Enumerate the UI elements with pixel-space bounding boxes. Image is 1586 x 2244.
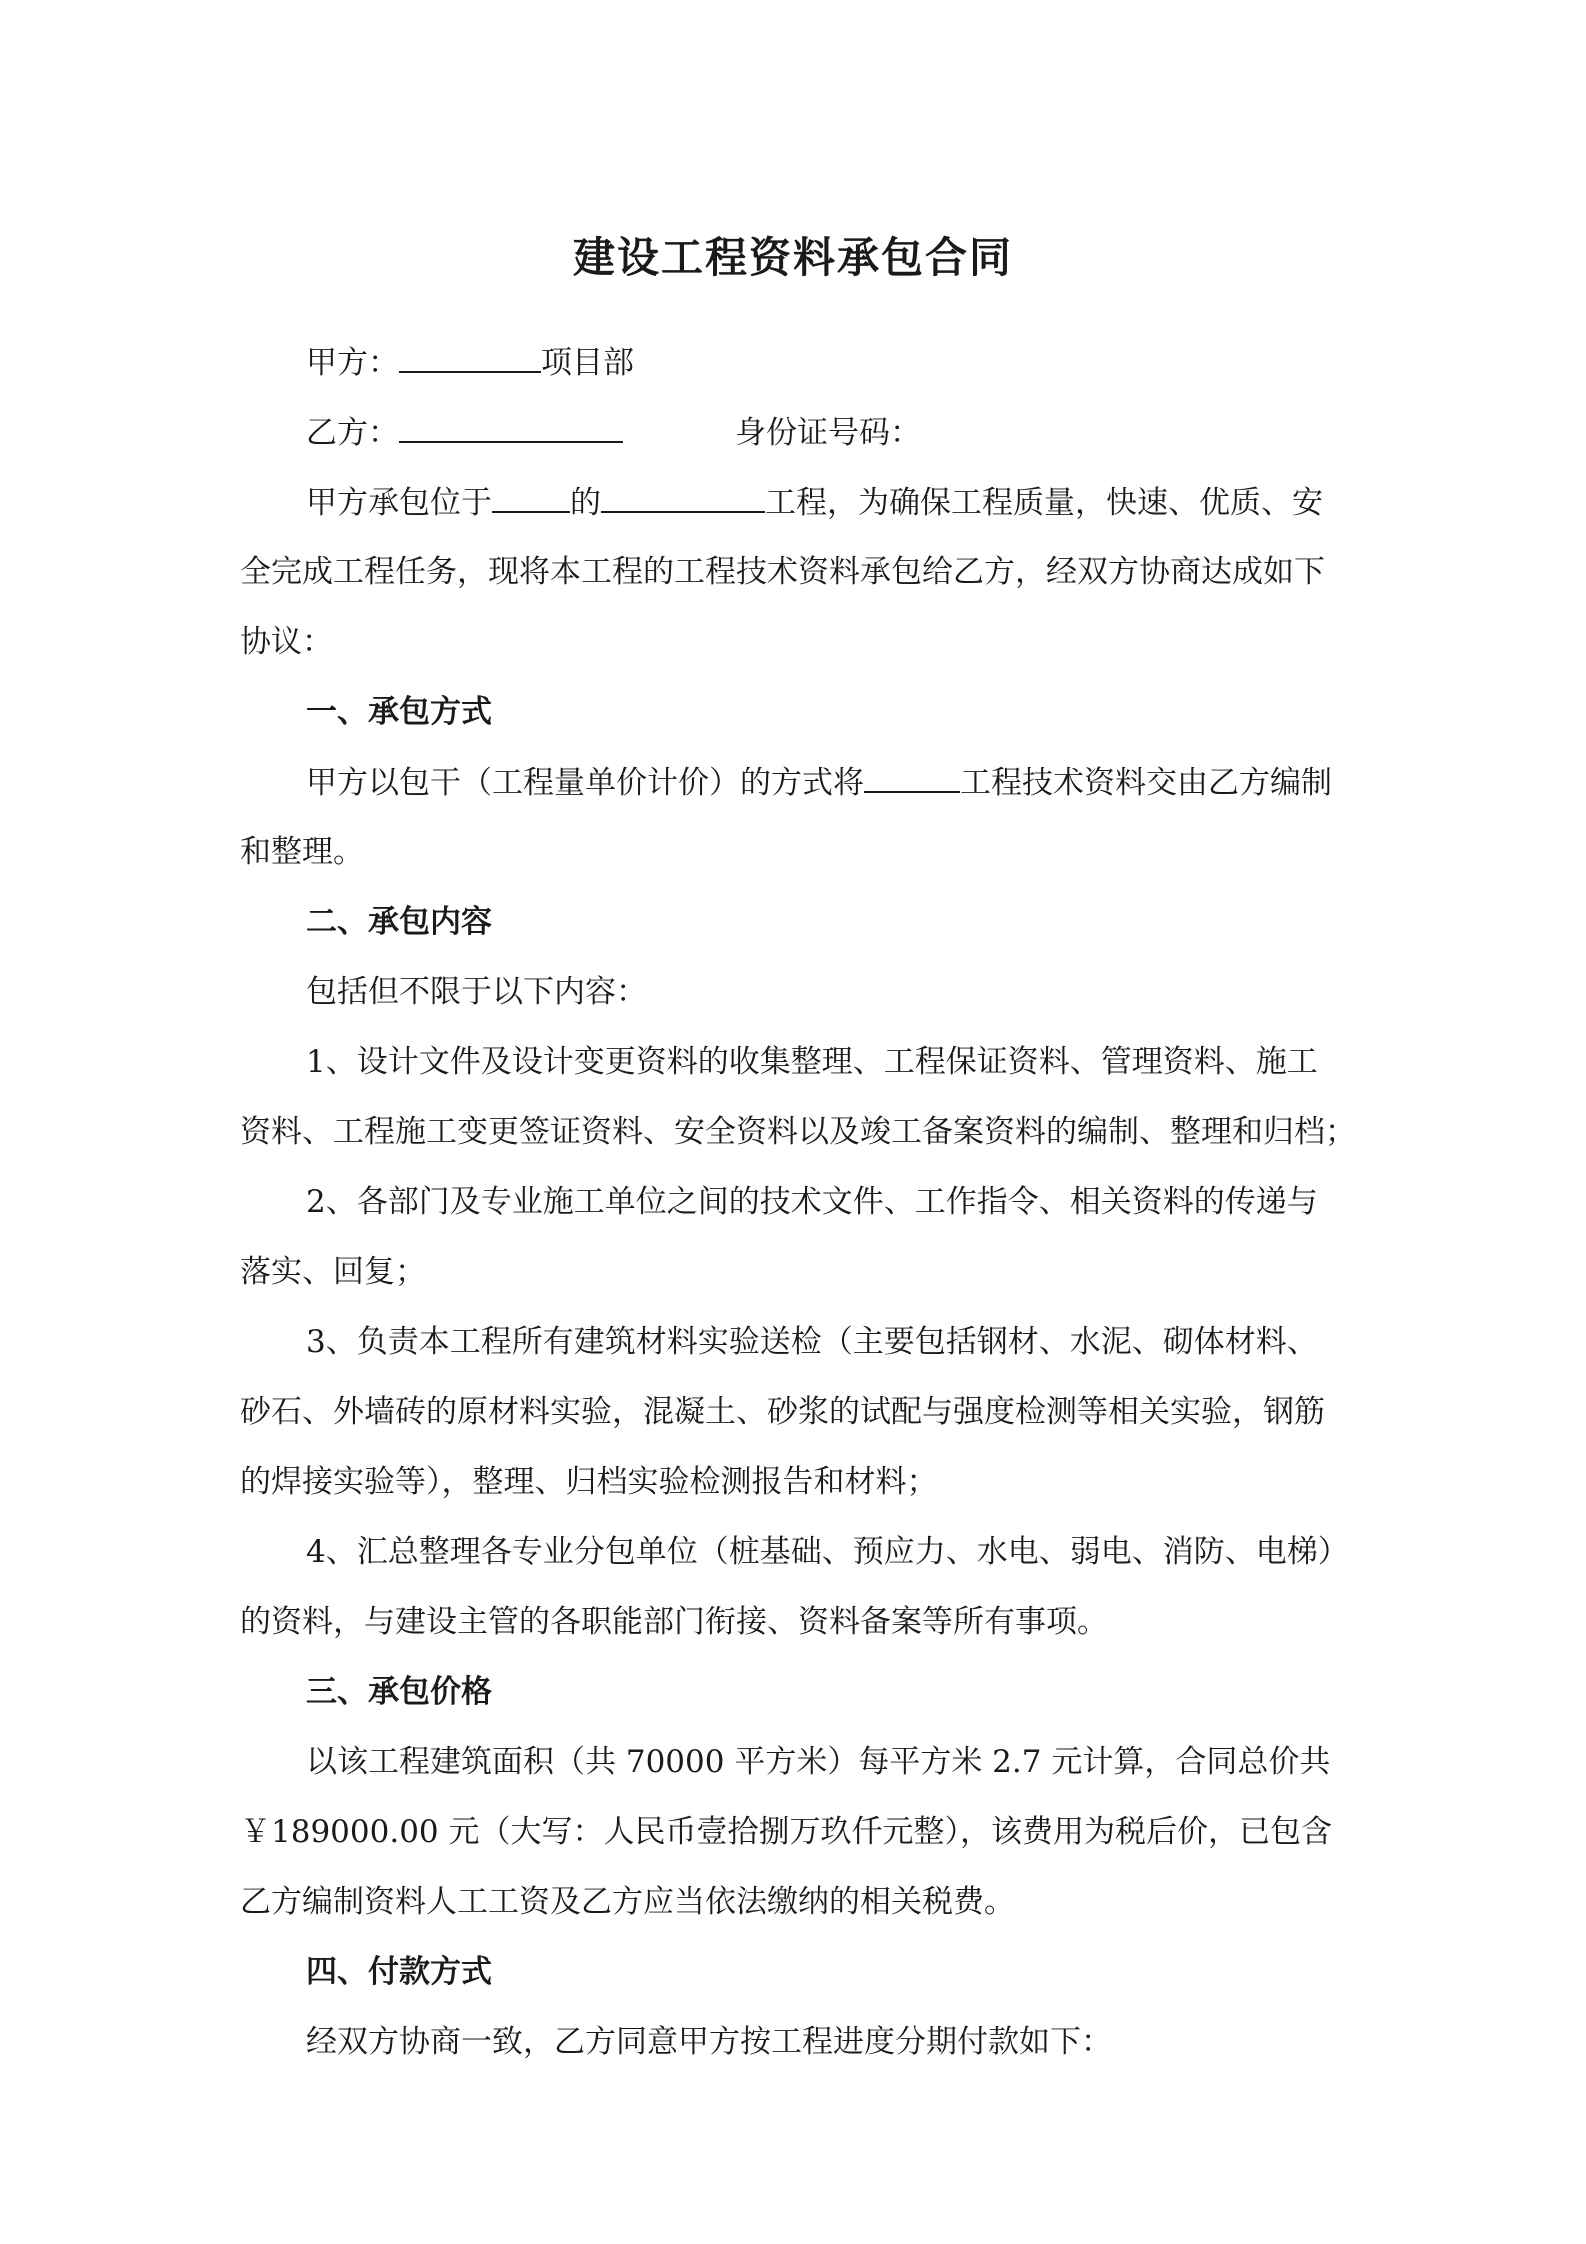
location-blank[interactable] [492,477,570,513]
party-a-blank[interactable] [399,337,541,373]
item-1-line-1: 1、设计文件及设计变更资料的收集整理、工程保证资料、管理资料、施工 [306,1044,1318,1080]
party-b-label: 乙方： [306,415,399,451]
item-3-line-3: 的焊接实验等），整理、归档实验检测报告和材料； [240,1464,938,1500]
party-a-label: 甲方： [306,345,399,381]
item-4-line-1: 4、汇总整理各专业分包单位（桩基础、预应力、水电、弱电、消防、电梯） [306,1534,1349,1570]
section-3-line-2: ￥189000.00 元（大写：人民币壹拾捌万玖仟元整），该费用为税后价，已包含 [240,1814,1332,1850]
section-4-line-1: 经双方协商一致，乙方同意甲方按工程进度分期付款如下： [306,2024,1112,2060]
section-3-heading: 三、承包价格 [306,1674,492,1710]
intro-line-1 [306,477,1360,528]
intro-line-3: 协议： [240,624,333,660]
intro-text-c: 工程，为确保工程质量，快速、优质、安 [765,485,1323,521]
section-3-line-3: 乙方编制资料人工工资及乙方应当依法缴纳的相关税费。 [240,1884,1015,1920]
item-2-line-2: 落实、回复； [240,1254,426,1290]
id-number-label: 身份证号码： [735,415,921,451]
section-1-blank[interactable] [864,757,960,793]
intro-text-b: 的 [570,485,601,521]
item-3-line-2: 砂石、外墙砖的原材料实验，混凝土、砂浆的试配与强度检测等相关实验，钢筋 [240,1394,1325,1430]
section-1-line-2: 和整理。 [240,834,364,870]
party-a-suffix: 项目部 [541,345,634,381]
project-name-blank[interactable] [601,477,765,513]
party-a-line [306,337,1360,388]
section-1-text-a: 甲方以包干（工程量单价计价）的方式将 [306,765,864,801]
item-2-line-1: 2、各部门及专业施工单位之间的技术文件、工作指令、相关资料的传递与 [306,1184,1318,1220]
intro-line-2: 全完成工程任务，现将本工程的工程技术资料承包给乙方，经双方协商达成如下 [240,554,1325,590]
party-b-line [306,407,1360,458]
party-b-blank[interactable] [399,407,623,443]
section-1-text-b: 工程技术资料交由乙方编制 [960,765,1332,801]
item-4-line-2: 的资料，与建设主管的各职能部门衔接、资料备案等所有事项。 [240,1604,1108,1640]
intro-text-a: 甲方承包位于 [306,485,492,521]
document-title: 建设工程资料承包合同 [572,233,1013,282]
section-2-lead: 包括但不限于以下内容： [306,974,647,1010]
item-3-line-1: 3、负责本工程所有建筑材料实验送检（主要包括钢材、水泥、砌体材料、 [306,1324,1318,1360]
section-3-line-1: 以该工程建筑面积（共 70000 平方米）每平方米 2.7 元计算，合同总价共 [306,1744,1331,1780]
section-4-heading: 四、付款方式 [306,1954,492,1990]
section-1-line-1 [306,757,1360,808]
section-1-heading: 一、承包方式 [306,694,492,730]
item-1-line-2: 资料、工程施工变更签证资料、安全资料以及竣工备案资料的编制、整理和归档； [240,1114,1356,1150]
section-2-heading: 二、承包内容 [306,904,492,940]
